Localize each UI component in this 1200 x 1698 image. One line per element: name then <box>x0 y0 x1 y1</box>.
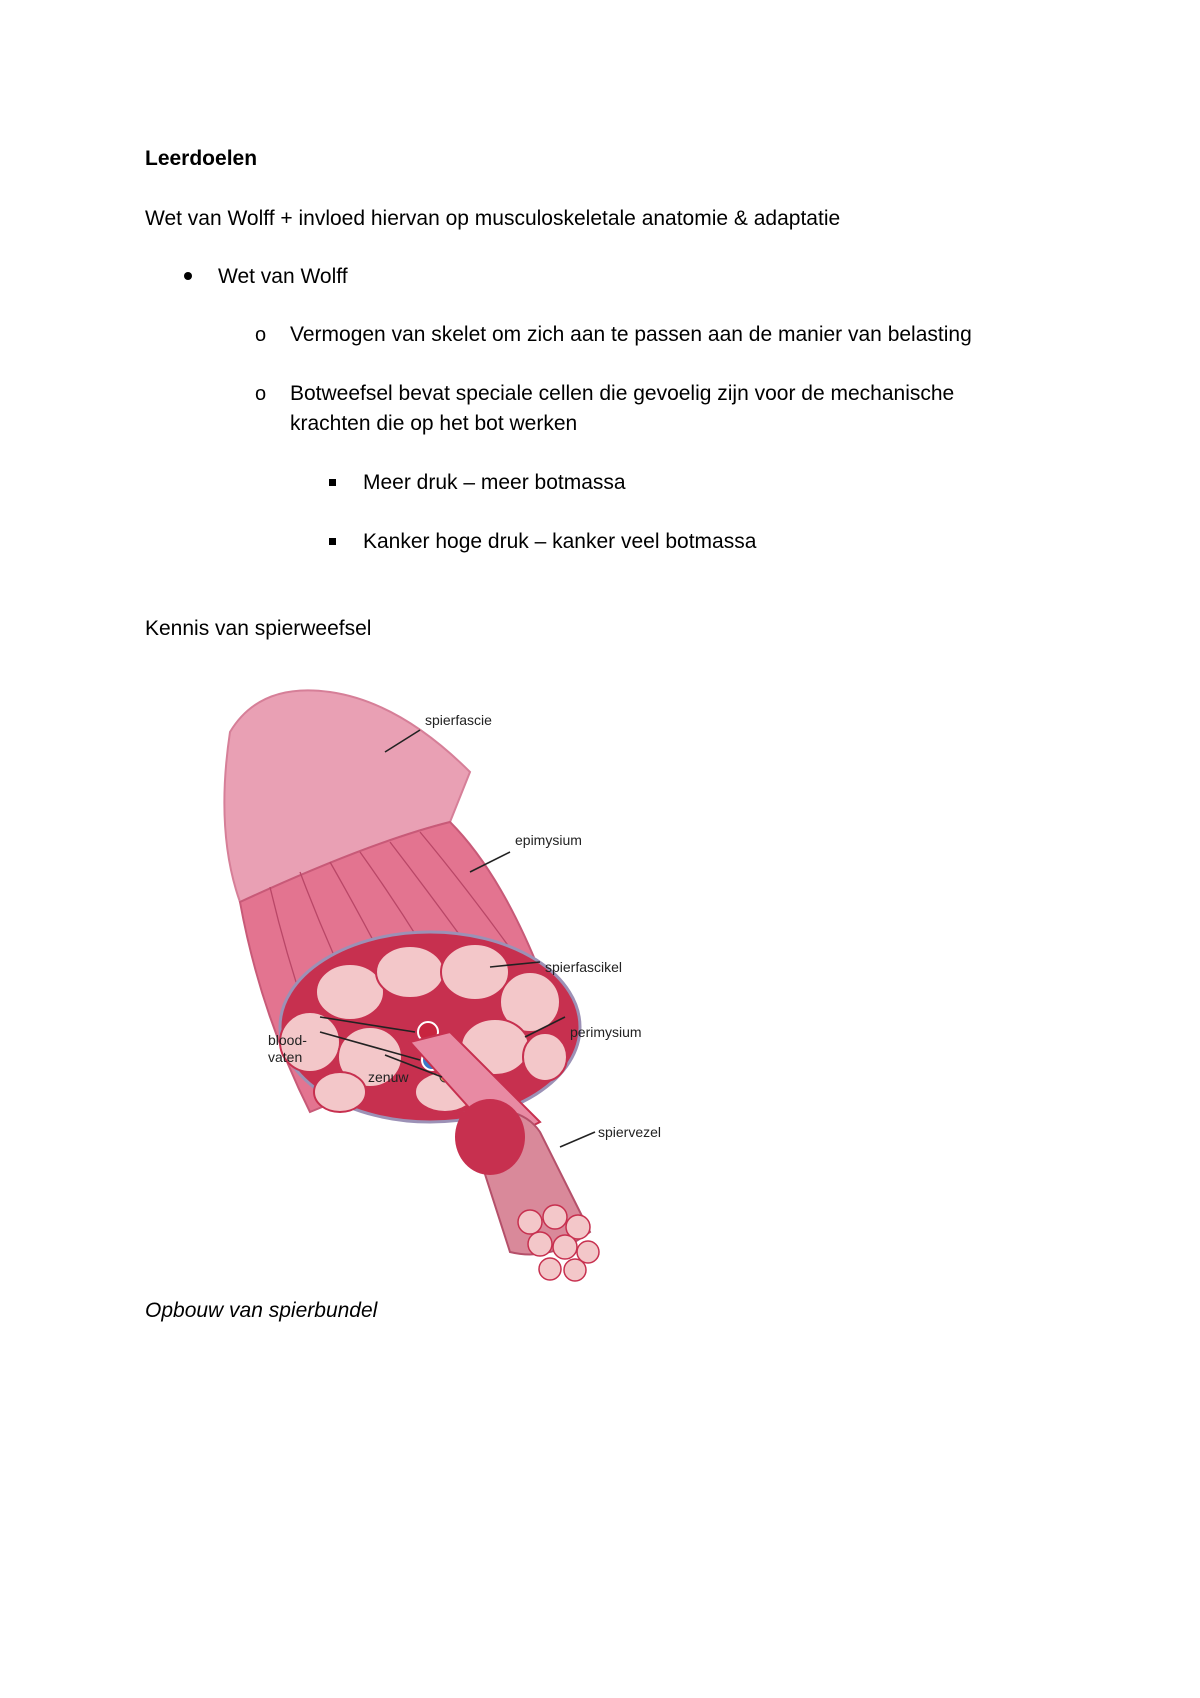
square-bullet-icon <box>329 479 336 486</box>
figure-caption: Opbouw van spierbundel <box>145 1299 378 1322</box>
section-title: Kennis van spierweefsel <box>145 617 372 640</box>
subheading: Wet van Wolff + invloed hiervan op musculoskeletale anatomie & adaptatie <box>145 207 841 230</box>
page-heading: Leerdoelen <box>145 147 258 170</box>
muscle-fibers <box>518 1205 599 1281</box>
bullet-item: Wet van Wolff <box>218 265 348 288</box>
sub-bullet-item: Botweefsel bevat speciale cellen die gevoelig zijn voor de mechanische <box>290 382 955 405</box>
muscle-bundle-figure <box>200 672 760 1292</box>
circle-bullet-icon: o <box>255 324 267 346</box>
muscle-bundle-illustration <box>200 672 760 1292</box>
label-spierfascikel: spierfascikel <box>545 959 623 975</box>
sub-bullet-item-continuation: krachten die op het bot werken <box>290 412 578 435</box>
label-bloodvaten-1: blood- <box>268 1032 307 1048</box>
label-spiervezel: spiervezel <box>598 1124 662 1140</box>
label-spierfascie: spierfascie <box>425 712 492 728</box>
label-zenuw: zenuw <box>368 1069 409 1085</box>
sub-sub-bullet-item: Meer druk – meer botmassa <box>363 471 626 494</box>
label-epimysium: epimysium <box>515 832 582 848</box>
circle-bullet-icon: o <box>255 383 267 405</box>
label-bloodvaten-2: vaten <box>268 1049 303 1065</box>
sub-bullet-item: Vermogen van skelet om zich aan te passen aan de manier van belasting <box>290 323 972 346</box>
bullet-dot-icon <box>184 272 192 280</box>
sub-sub-bullet-item: Kanker hoge druk – kanker veel botmassa <box>363 530 757 553</box>
label-perimysium: perimysium <box>570 1024 642 1040</box>
square-bullet-icon <box>329 538 336 545</box>
